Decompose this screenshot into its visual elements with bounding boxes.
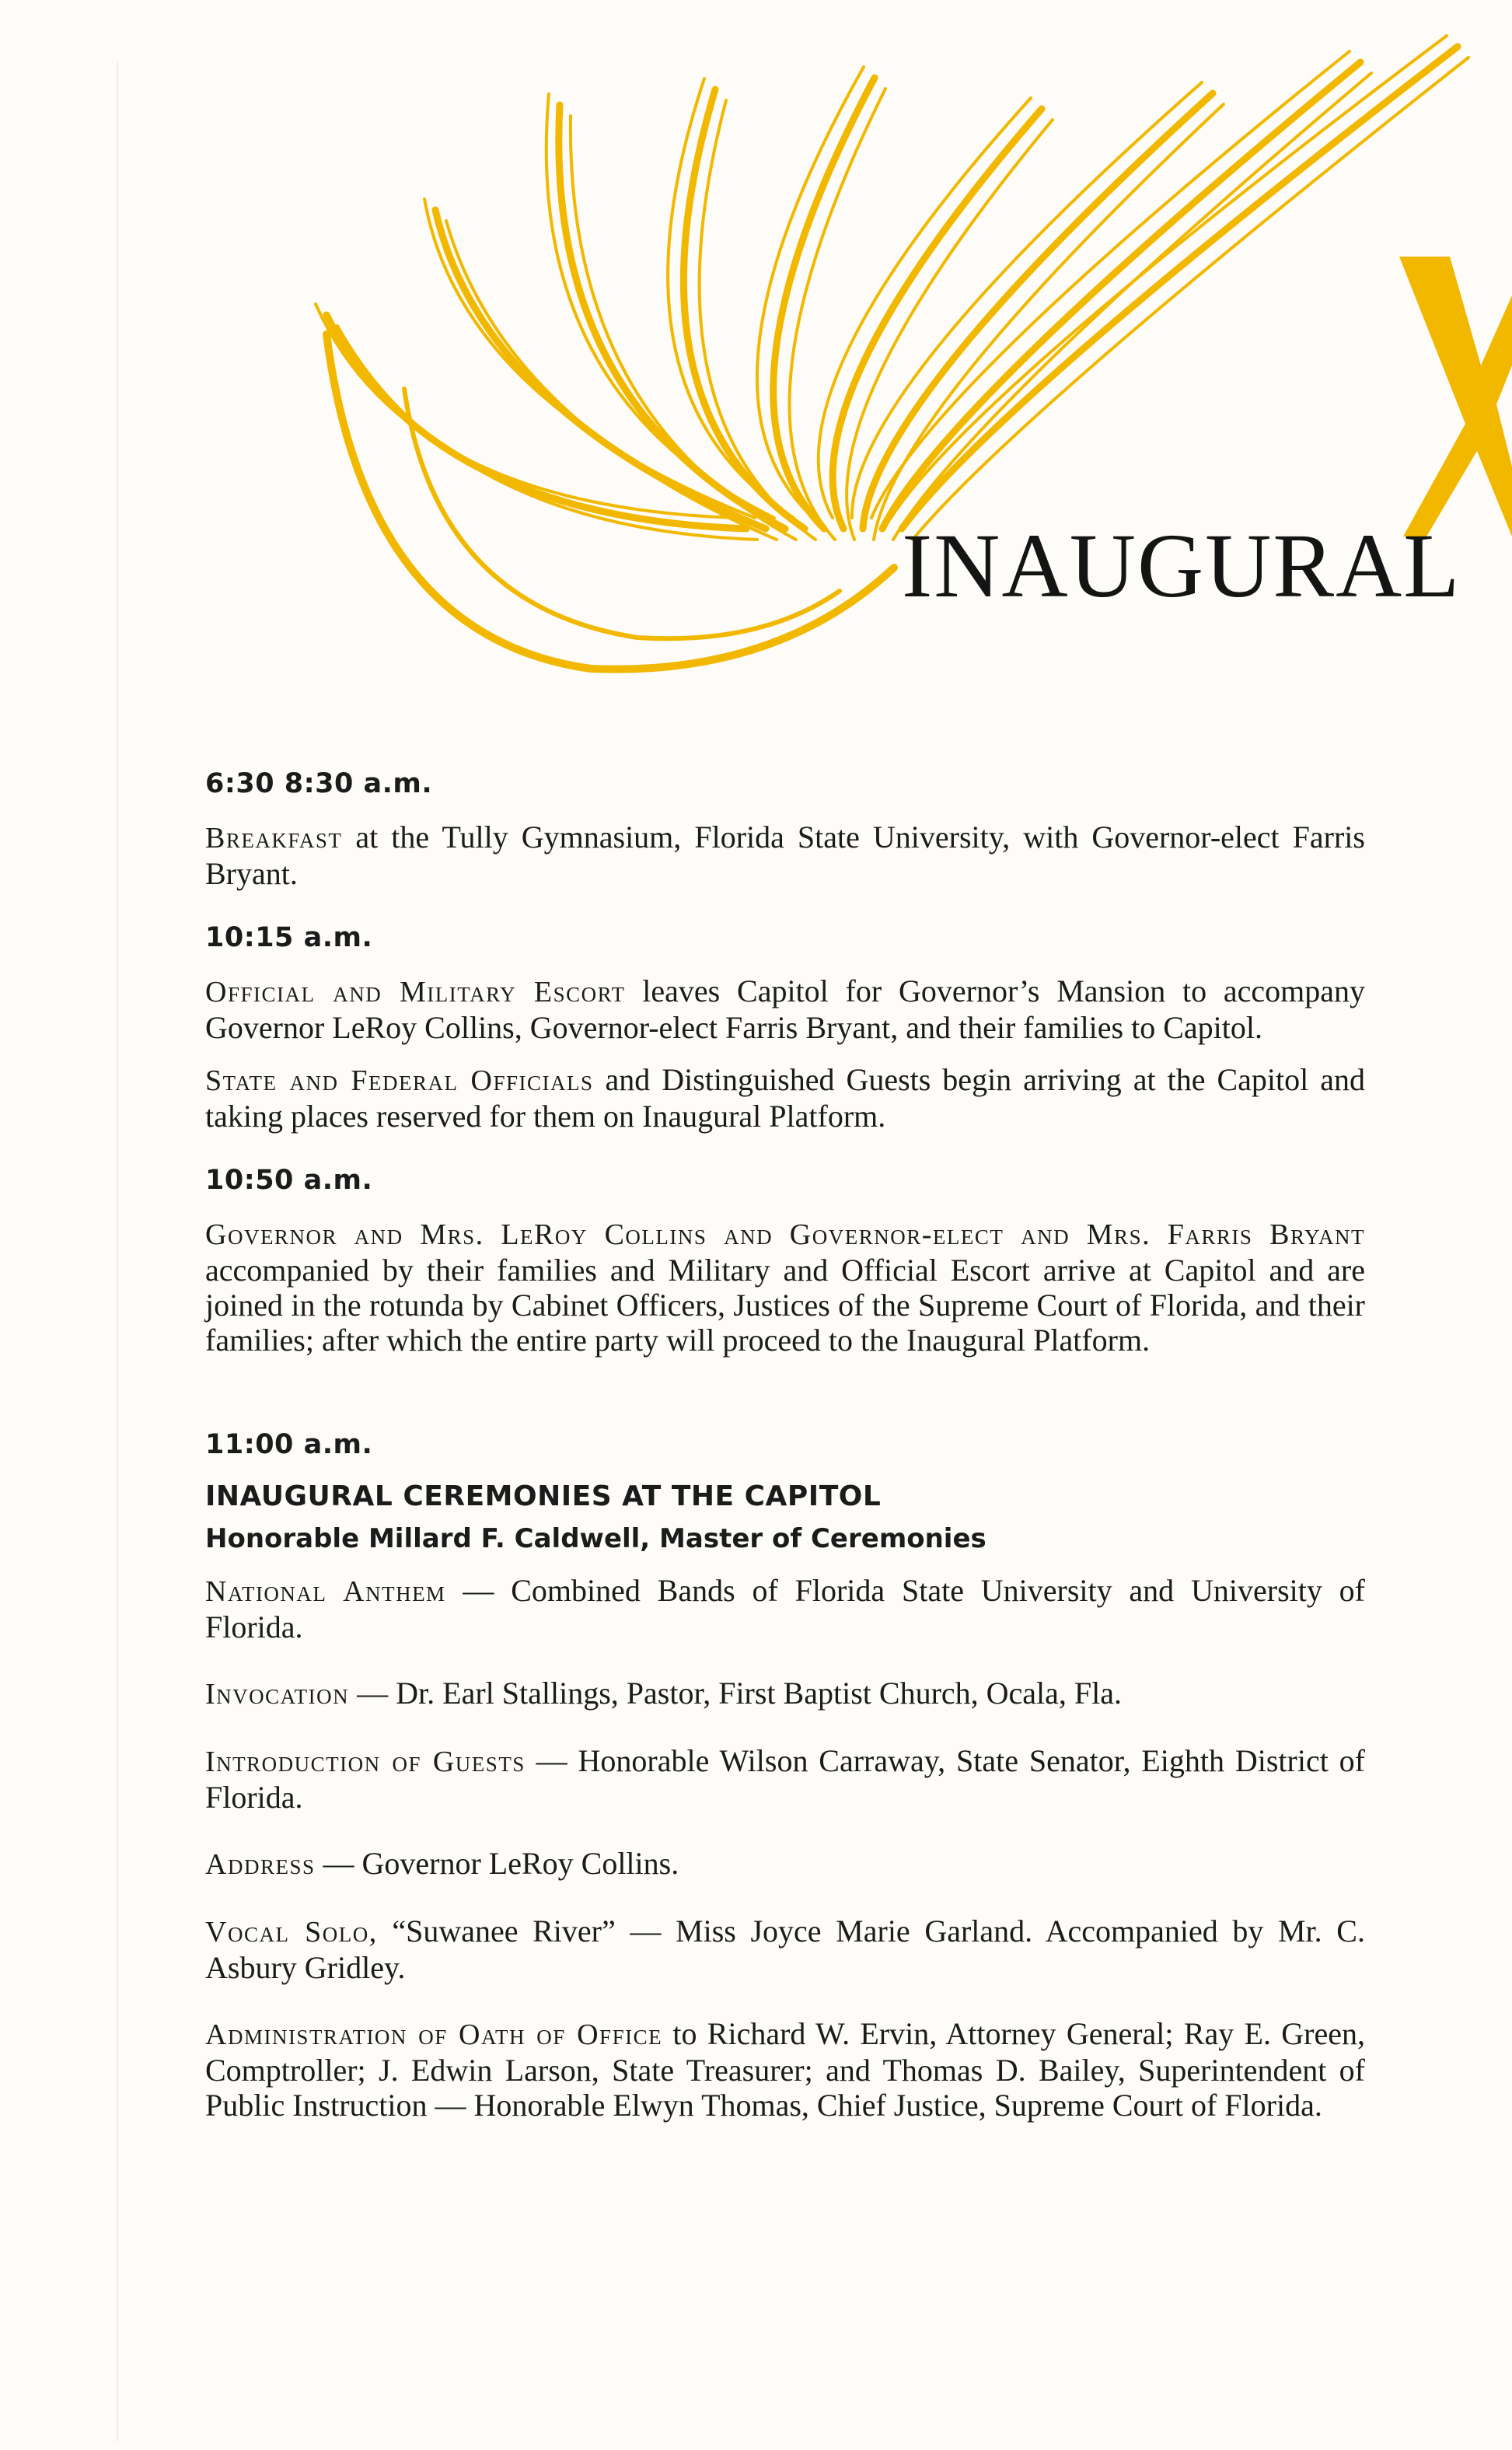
entry-text: and Distinguished Guests begin arriving at the Capitol and taking places reserved for them on Inaugural Platform. [205,1062,1365,1134]
schedule-entry [205,820,1365,891]
entry-label: Official and Military Escort [205,976,626,1008]
entry-text: at the Tully Gymnasium, Florida State University, with Governor-elect Farris Bryant. [205,820,1365,891]
time-heading: 10:15 a.m. [205,922,373,953]
item-label: Introduction of Guests [205,1746,526,1778]
entry-text: leaves Capitol for Governor’s Mansion to accompany Governor LeRoy Collins, Governor-elect Farris Bryant, and their families to Capitol. [205,973,1365,1045]
time-heading: 11:00 a.m. [205,1429,373,1460]
item-label: National Anthem [205,1575,446,1608]
schedule-entry [205,1062,1365,1134]
ceremony-heading: INAUGURAL CEREMONIES AT THE CAPITOL [205,1480,882,1512]
entry-label: Governor and Mrs. LeRoy Collins and Governor-elect and Mrs. Farris Bryant [205,1218,1365,1251]
partial-x-ornament [1399,257,1512,536]
ceremony-item [205,1573,1365,1644]
feather-stroke [863,93,1213,529]
schedule-block-1050 [205,1165,1365,1358]
item-label: Administration of Oath of Office [205,2018,663,2051]
feather-stroke [559,105,785,529]
feather-stroke [913,58,1468,540]
ceremony-item [205,1914,1365,1985]
entry-label: Breakfast [205,822,343,855]
item-text: — Governor LeRoy Collins. [315,1846,679,1881]
ceremony-subheading: Honorable Millard F. Caldwell, Master of Ceremonies [205,1523,986,1554]
item-text: “Suwanee River” — Miss Joyce Marie Garland. Accompanied by Mr. C. Asbury Gridley. [205,1914,1365,1985]
entry-text: accompanied by their families and Military and Official Escort arrive at Capitol and are joined in the rotunda by Cabinet Officers, Justices of the Supreme Court of Florida, and their families; after which the entire party will proceed to the Inaugural Platform. [205,1253,1365,1358]
ceremony-item [205,1676,1365,1712]
ceremony-item [205,1743,1365,1815]
page-title: INAUGURAL [902,515,1461,617]
item-text: — Dr. Earl Stallings, Pastor, First Baptist Church, Ocala, Fla. [349,1676,1123,1711]
item-text: — Honorable Wilson Carraway, State Senator, Eighth District of Florida. [205,1743,1365,1815]
ceremony-item [205,1846,1365,1882]
section-spacer [205,1375,1365,1429]
item-label: Address [205,1848,316,1881]
feather-stroke [435,210,766,529]
item-label: Vocal Solo, [205,1916,378,1948]
schedule-block-1015 [205,922,1365,1134]
program-content [205,768,1365,2140]
schedule-entry [205,973,1365,1045]
ceremony-item [205,2016,1365,2123]
time-heading: 10:50 a.m. [205,1165,373,1196]
item-text: to Richard W. Ervin, Attorney General; Ray E. Green, Comptroller; J. Edwin Larson, State Treasurer; and Thomas D. Bailey, Superintendent of Public Instruction — Honorable Elwyn Thomas, Chief Justice, Supreme Court of Florida. [205,2016,1366,2123]
time-heading: 6:30 8:30 a.m. [205,768,433,799]
item-label: Invocation [205,1678,350,1711]
entry-label: State and Federal Officials [205,1064,594,1097]
schedule-entry [205,1216,1365,1358]
schedule-block-0630 [205,768,1365,891]
ceremony-block [205,1429,1365,2123]
item-text: — Combined Bands of Florida State University and University of Florida. [205,1573,1365,1644]
